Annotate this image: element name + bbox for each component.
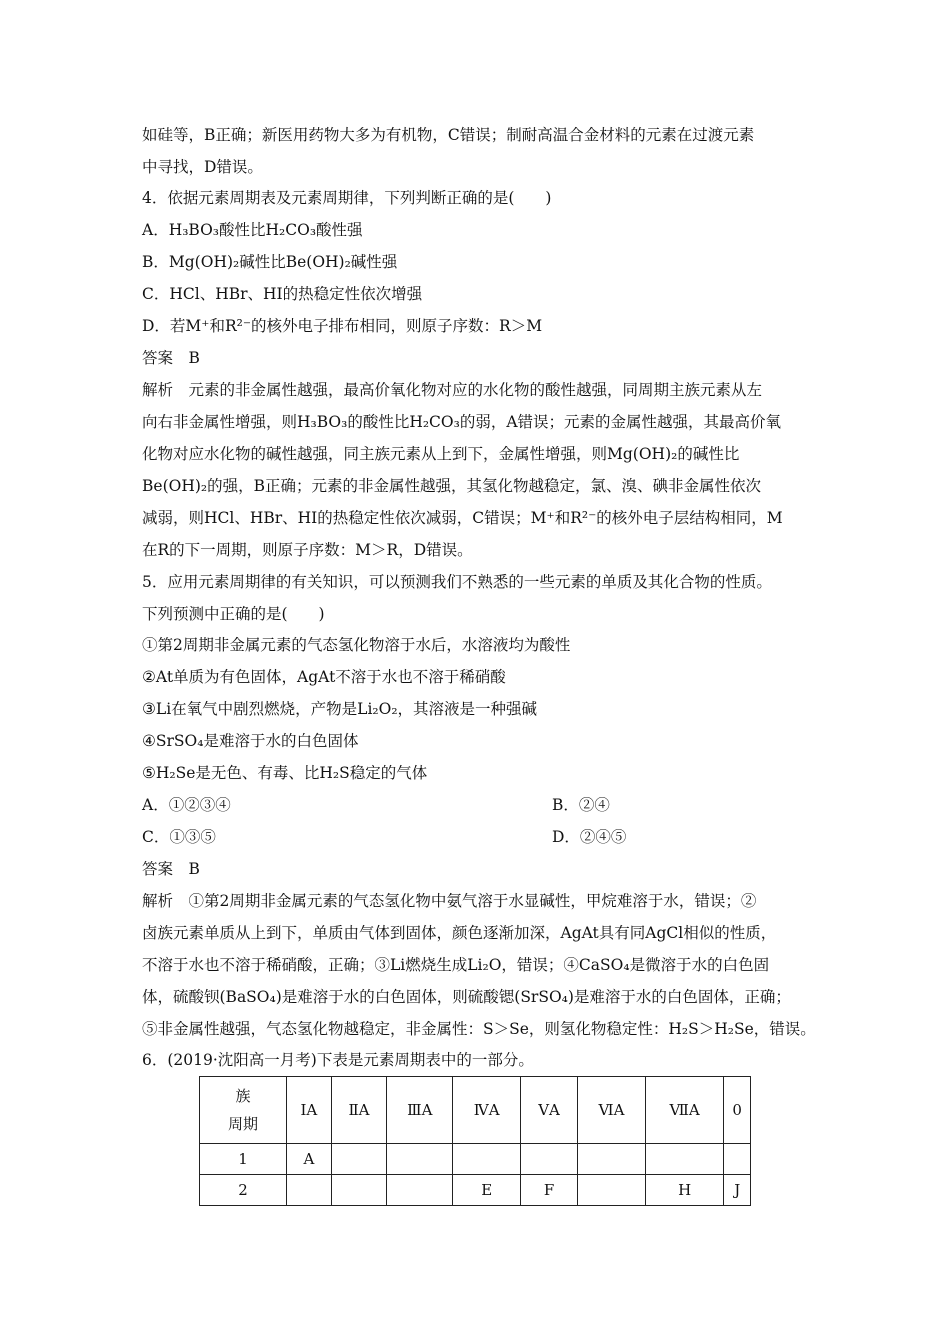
- table-cell: [331, 1175, 386, 1206]
- text-line: 下列预测中正确的是( ): [142, 605, 325, 623]
- question-4-stem: 4．依据元素周期表及元素周期律，下列判断正确的是( ): [142, 189, 552, 207]
- question-5-options-row-1: [142, 795, 830, 815]
- question-4-answer: 答案 B: [142, 349, 200, 367]
- table-cell: [724, 1144, 751, 1175]
- question-4-analysis: 解析 元素的非金属性越强，最高价氧化物对应的水化物的酸性越强，同周期主族元素从左: [142, 381, 763, 399]
- corner-group-label: 族: [235, 1087, 251, 1105]
- question-5-option-a: A．①②③④: [142, 796, 231, 814]
- group-header: ⅣA: [453, 1077, 521, 1144]
- text-line: 如硅等，B正确；新医用药物大多为有机物，C错误；制耐高温合金材料的元素在过渡元素: [142, 126, 755, 144]
- table-cell: [331, 1144, 386, 1175]
- text-line: 减弱，则HCl、HBr、HI的热稳定性依次减弱，C错误；M⁺和R²⁻的核外电子层结构相同，M: [142, 509, 783, 527]
- question-5-statement-1: ①第2周期非金属元素的气态氢化物溶于水后，水溶液均为酸性: [142, 636, 571, 654]
- table-cell: [578, 1175, 646, 1206]
- table-cell: H: [645, 1175, 724, 1206]
- table-cell: [387, 1175, 453, 1206]
- table-cell: [387, 1144, 453, 1175]
- question-5-statement-4: ④SrSO₄是难溶于水的白色固体: [142, 732, 359, 750]
- periodic-table-excerpt: [199, 1076, 751, 1206]
- question-5-answer: 答案 B: [142, 860, 200, 878]
- group-header: ⅠA: [287, 1077, 332, 1144]
- group-header: ⅤA: [520, 1077, 577, 1144]
- question-5-stem: 5．应用元素周期律的有关知识，可以预测我们不熟悉的一些元素的单质及其化合物的性质。: [142, 573, 772, 591]
- table-cell: A: [287, 1144, 332, 1175]
- question-5-analysis: 解析 ①第2周期非金属元素的气态氢化物中氨气溶于水显碱性，甲烷难溶于水，错误；②: [142, 892, 757, 910]
- question-5-option-c: C．①③⑤: [142, 828, 216, 846]
- table-row: [200, 1175, 751, 1206]
- table-row: [200, 1144, 751, 1175]
- group-header: ⅦA: [645, 1077, 724, 1144]
- text-line: 向右非金属性增强，则H₃BO₃的酸性比H₂CO₃的弱，A错误；元素的金属性越强，其最高价氧: [142, 413, 782, 431]
- text-line: Be(OH)₂的强，B正确；元素的非金属性越强，其氢化物越稳定，氯、溴、碘非金属性依次: [142, 477, 761, 495]
- group-header: ⅥA: [578, 1077, 646, 1144]
- table-header-row: [200, 1077, 751, 1144]
- period-label: 2: [200, 1175, 287, 1206]
- group-header: ⅡA: [331, 1077, 386, 1144]
- text-line: 体，硫酸钡(BaSO₄)是难溶于水的白色固体，则硫酸锶(SrSO₄)是难溶于水的白色固体，正确；: [142, 988, 791, 1006]
- table-cell: J: [724, 1175, 751, 1206]
- text-line: 化物对应水化物的碱性越强，同主族元素从上到下，金属性增强，则Mg(OH)₂的碱性比: [142, 445, 740, 463]
- question-5-statement-3: ③Li在氧气中剧烈燃烧，产物是Li₂O₂，其溶液是一种强碱: [142, 700, 538, 718]
- table-cell: F: [520, 1175, 577, 1206]
- corner-period-label: 周期: [227, 1115, 258, 1133]
- question-4-option-c: C．HCl、HBr、HI的热稳定性依次增强: [142, 285, 423, 303]
- table-corner-cell: [200, 1077, 287, 1144]
- question-4-option-d: D．若M⁺和R²⁻的核外电子排布相同，则原子序数：R＞M: [142, 317, 543, 335]
- question-5-statement-2: ②At单质为有色固体，AgAt不溶于水也不溶于稀硝酸: [142, 668, 506, 686]
- question-5-options-row-2: [142, 827, 830, 847]
- text-line: 卤族元素单质从上到下，单质由气体到固体，颜色逐渐加深，AgAt具有同AgCl相似的性质，: [142, 924, 777, 942]
- period-label: 1: [200, 1144, 287, 1175]
- question-4-option-a: A．H₃BO₃酸性比H₂CO₃酸性强: [142, 221, 363, 239]
- question-4-option-b: B．Mg(OH)₂碱性比Be(OH)₂碱性强: [142, 253, 398, 271]
- question-5-statement-5: ⑤H₂Se是无色、有毒、比H₂S稳定的气体: [142, 764, 428, 782]
- question-5-option-b: B．②④: [552, 796, 610, 814]
- text-line: ⑤非金属性越强，气态氢化物越稳定，非金属性：S＞Se，则氢化物稳定性：H₂S＞H₂Se，错误。: [142, 1020, 816, 1038]
- table-cell: [578, 1144, 646, 1175]
- table-cell: [520, 1144, 577, 1175]
- text-line: 中寻找，D错误。: [142, 158, 263, 176]
- text-line: 不溶于水也不溶于稀硝酸，正确；③Li燃烧生成Li₂O，错误；④CaSO₄是微溶于水的白色固: [142, 956, 770, 974]
- question-5-option-d: D．②④⑤: [552, 828, 627, 846]
- question-6-stem: 6．(2019·沈阳高一月考)下表是元素周期表中的一部分。: [142, 1051, 534, 1069]
- table-cell: [287, 1175, 332, 1206]
- table-cell: [453, 1144, 521, 1175]
- group-header: ⅢA: [387, 1077, 453, 1144]
- text-line: 在R的下一周期，则原子序数：M＞R，D错误。: [142, 541, 473, 559]
- table-cell: [645, 1144, 724, 1175]
- table-cell: E: [453, 1175, 521, 1206]
- group-header: 0: [724, 1077, 751, 1144]
